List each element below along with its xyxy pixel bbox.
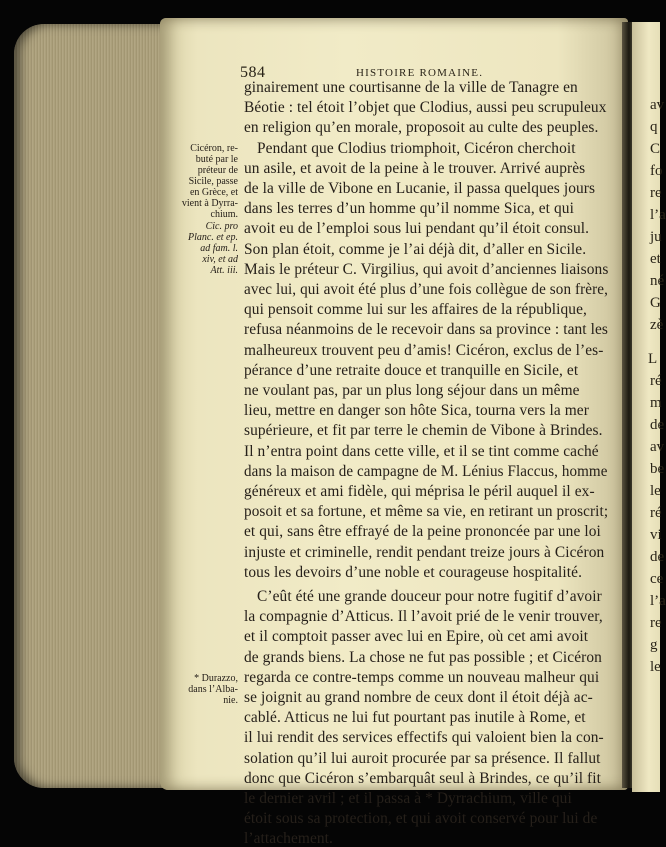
right-page-fragment: ré bbox=[650, 373, 662, 389]
text-line: de grands biens. La chose ne fut pas possible ; et Cicéron bbox=[244, 648, 602, 666]
text-line: qui pensoit comme lui sur les affaires de la république, bbox=[244, 301, 587, 319]
margin-note-durazzo bbox=[170, 673, 238, 706]
text-line: dans les terres d’un homme qu’il nomme Sica, et qui bbox=[244, 200, 574, 218]
right-page-fragment: G bbox=[650, 295, 661, 311]
text-line: le dernier avril ; et il passa à * Dyrrachium, ville qui bbox=[244, 790, 572, 807]
page-edges bbox=[14, 24, 164, 788]
right-page-fragment: zè bbox=[650, 317, 664, 333]
margin-note-line: dans l’Alba- bbox=[188, 684, 238, 695]
margin-note-line: chium. bbox=[210, 209, 238, 220]
margin-note-line: Cic. pro bbox=[205, 221, 238, 232]
margin-note-line: Att. iii. bbox=[210, 265, 238, 276]
text-line: Son plan étoit, comme je l’ai déjà dit, d’aller en Sicile. bbox=[244, 240, 587, 258]
right-page-fragment: et bbox=[650, 251, 661, 267]
margin-note-line: buté par le bbox=[195, 154, 238, 165]
text-line: étoit sous sa protection, et qui avoit conservé pour lui de bbox=[244, 810, 598, 828]
text-line: et il comptoit passer avec lui en Epire, où cet ami avoit bbox=[244, 628, 589, 646]
text-line: il lui rendit des services effectifs qui valoient bien la con- bbox=[244, 729, 604, 747]
margin-note-ciceron bbox=[170, 143, 238, 220]
right-page-fragment: C bbox=[650, 141, 661, 157]
margin-note-line: ad fam. l. bbox=[200, 243, 238, 254]
text-line: malheureux trouvent peu d’amis! Cicéron, exclus de l’es- bbox=[244, 341, 604, 359]
text-line: un asile, et avoit de la peine à le trouver. Arrivé auprès bbox=[244, 159, 586, 177]
text-line: avec lui, qui avoit été plus d’une fois collègue de son frère, bbox=[244, 281, 608, 298]
right-page-fragment: ju bbox=[650, 229, 662, 245]
text-line: pérance d’une retraite douce et tranquille en Sicile, et bbox=[244, 361, 579, 379]
text-line: et qui, sans être effrayé de la peine prononcée par une loi bbox=[244, 523, 601, 541]
right-page-fragment: de bbox=[650, 549, 665, 565]
text-line: ginairement une courtisanne de la ville de Tanagre en bbox=[244, 79, 578, 96]
text-line: avoit eu de l’emploi sous lui pendant qu’il étoit consul. bbox=[244, 220, 590, 238]
right-page-fragment: re bbox=[650, 615, 662, 631]
margin-note-line: xiv, et ad bbox=[202, 254, 238, 265]
right-page-fragment: m bbox=[650, 395, 662, 411]
text-line: injuste et criminelle, rendit pendant treize jours à Cicéron bbox=[244, 543, 605, 561]
right-page-fragment: be bbox=[650, 461, 665, 477]
page-number: 584 bbox=[240, 64, 266, 81]
text-line: C’eût été une grande douceur pour notre fugitif d’avoir bbox=[257, 588, 602, 605]
text-line: Mais le préteur C. Virgilius, qui avoit d’anciennes liaisons bbox=[244, 260, 609, 278]
margin-note-line: en Grèce, et bbox=[189, 187, 238, 198]
text-line: lieu, mettre en danger son hôte Sica, tourna vers la mer bbox=[244, 402, 589, 420]
right-page-fragment: fo bbox=[650, 163, 663, 179]
text-line: cablé. Atticus ne lui fut pourtant pas inutile à Rome, et bbox=[244, 709, 586, 727]
text-line: refusa néanmoins de le recevoir dans sa province : tant les bbox=[244, 321, 609, 339]
text-line: supérieure, et fit par terre le chemin de Vibone à Brindes. bbox=[244, 422, 603, 440]
right-page-fragment: vi bbox=[650, 527, 662, 543]
text-line: Béotie : tel étoit l’objet que Clodius, aussi peu scrupuleux bbox=[244, 99, 607, 117]
text-line: Pendant que Clodius triomphoit, Cicéron cherchoit bbox=[257, 139, 576, 157]
text-line: se joignit au grand nombre de ceux dont il étoit déjà ac- bbox=[244, 689, 593, 706]
text-line: généreux et ami fidèle, qui méprisa le péril auquel il ex- bbox=[244, 483, 595, 500]
margin-note-line: vient à Dyrra- bbox=[181, 198, 238, 209]
right-page-fragment: l’a bbox=[650, 593, 666, 609]
text-line: l’attachement. bbox=[244, 830, 333, 847]
margin-note-line: Sicile, passe bbox=[188, 176, 238, 187]
text-line: en religion qu’en morale, proposoit au culte des peuples. bbox=[244, 119, 599, 137]
right-page-fragment: av bbox=[650, 97, 665, 113]
right-page-fragment: ce bbox=[650, 571, 664, 587]
right-page-fragment: le bbox=[650, 659, 661, 675]
margin-note-reference bbox=[170, 221, 238, 276]
right-page-fragment: né bbox=[650, 273, 665, 289]
margin-note-line: Planc. et ep. bbox=[188, 232, 238, 243]
running-title: HISTOIRE ROMAINE. bbox=[356, 67, 484, 79]
text-line: de la ville de Vibone en Lucanie, il passa quelques jours bbox=[244, 180, 596, 197]
right-page-fragment: l’a bbox=[650, 207, 666, 223]
text-line: posoit et sa fortune, et même sa vie, en retirant un proscrit; bbox=[244, 503, 609, 521]
text-line: regarda ce contre-temps comme un nouveau malheur qui bbox=[244, 668, 600, 686]
text-line: dans la maison de campagne de M. Lénius Flaccus, homme bbox=[244, 462, 608, 480]
right-page-edge bbox=[632, 22, 666, 792]
margin-note-line: Cicéron, re- bbox=[190, 143, 238, 154]
right-page-fragment: le bbox=[650, 483, 661, 499]
margin-note-line: préteur de bbox=[197, 165, 238, 176]
text-line: la compagnie d’Atticus. Il l’avoit prié de le venir trouver, bbox=[244, 608, 603, 626]
right-page-fragment: g bbox=[650, 637, 658, 653]
text-line: Il n’entra point dans cette ville, et il se tint comme caché bbox=[244, 442, 599, 460]
margin-note-line: * Durazzo, bbox=[194, 673, 238, 684]
text-line: tous les devoirs d’une noble et courageuse hospitalité. bbox=[244, 563, 583, 581]
text-line: donc que Cicéron s’embarquât seul à Brindes, ce qu’il fit bbox=[244, 769, 602, 787]
right-page-fragment: q bbox=[650, 119, 658, 135]
text-line: ne voulant pas, par un plus long séjour dans un même bbox=[244, 382, 580, 399]
right-page-fragment: L bbox=[648, 351, 658, 367]
right-page-fragment: av bbox=[650, 439, 665, 455]
right-page-fragment: re bbox=[650, 185, 662, 201]
right-page-fragment: ré bbox=[650, 505, 662, 521]
text-line: solation qu’il lui auroit procurée par sa présence. Il fallut bbox=[244, 749, 601, 767]
margin-note-line: nie. bbox=[223, 695, 238, 706]
right-page-fragment: de bbox=[650, 417, 665, 433]
